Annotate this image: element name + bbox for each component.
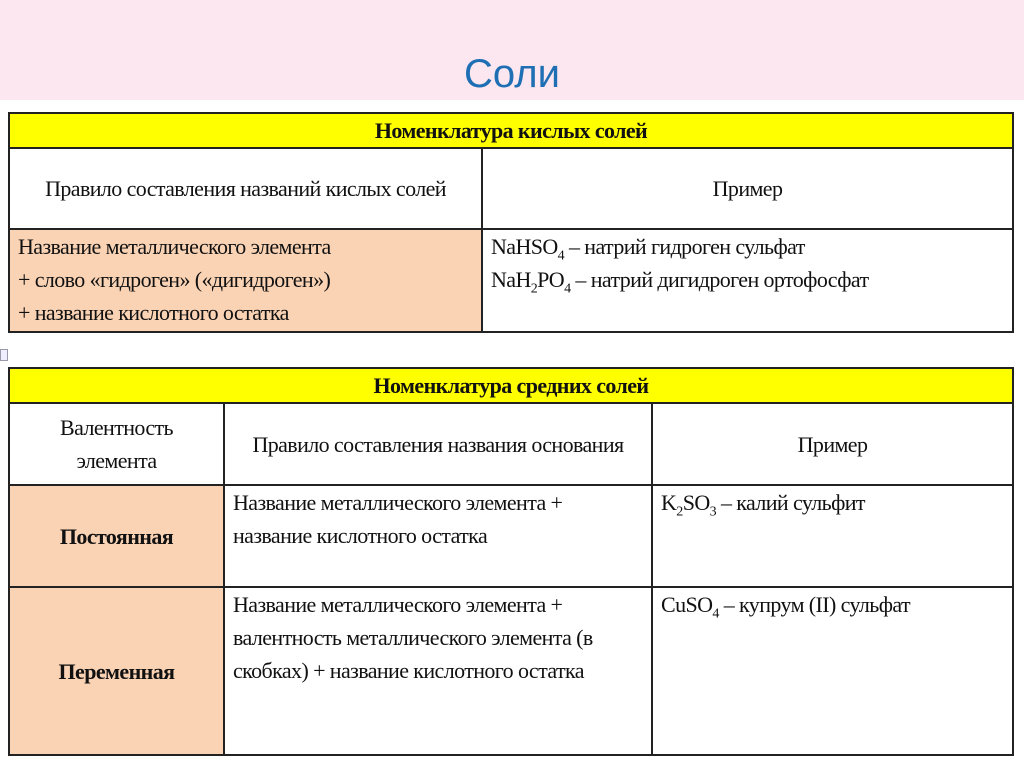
rule-cell: Название металлического элемента + название кислотного остатка [224,485,652,587]
example-cell: $K_2SO_3$ – калий сульфит [652,485,1013,587]
rule-cell [9,229,482,332]
table-title: Номенклатура средних солей [9,368,1013,403]
example-line: $NaH_2PO_4$ – натрий дигидроген ортофосфат [491,267,869,297]
middle-salts-table [8,367,1014,756]
example-cell: CuSO$_4$ – купрум (II) сульфат [652,587,1013,755]
example-cell [482,229,1013,332]
table-anchor-icon [0,349,8,361]
example-line: NaHSO$_4$ – натрий гидроген сульфат [491,234,805,264]
slide-title: Соли [464,52,560,96]
valence-cell: Переменная [9,587,224,755]
column-header: Правило составления названий кислых солей [9,148,482,229]
acid-salts-table [8,112,1014,333]
table-title: Номенклатура кислых солей [9,113,1013,148]
column-header: Пример [482,148,1013,229]
column-header: Пример [652,403,1013,485]
column-header: Правило составления названия основания [224,403,652,485]
valence-cell: Постоянная [9,485,224,587]
rule-line: + слово «гидроген» («дигидроген») [18,267,331,292]
column-header: Валентность элемента [9,403,224,485]
rule-line: Название металлического элемента [18,234,331,259]
rule-cell: Название металлического элемента + валентность металлического элемента (в скобках) + название кислотного остатка [224,587,652,755]
rule-line: + название кислотного остатка [18,300,289,325]
